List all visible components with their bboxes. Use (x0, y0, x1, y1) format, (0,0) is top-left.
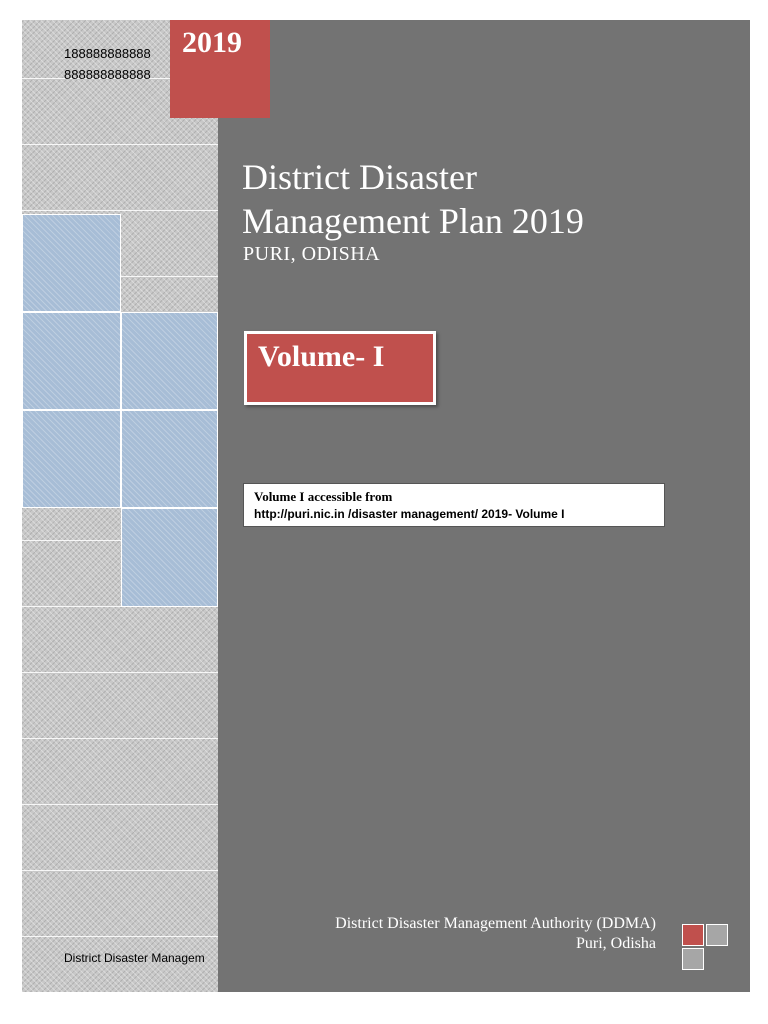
number-lines (64, 43, 172, 85)
authority-name: District Disaster Management Authority (DDMA) (335, 915, 656, 932)
number-line: 888888888888 (64, 67, 151, 82)
volume-label: Volume- I (258, 340, 385, 373)
strip-divider (22, 870, 218, 871)
title-line: Management Plan 2019 (242, 201, 584, 241)
strip-divider (22, 672, 218, 673)
authority-block (256, 914, 656, 954)
title-line: District Disaster (242, 157, 477, 197)
blue-block (22, 312, 121, 410)
strip-divider (22, 804, 218, 805)
logo-square-red (682, 924, 704, 946)
logo-square-gray (682, 948, 704, 970)
blue-block (22, 410, 121, 508)
left-pattern-strip (22, 20, 218, 992)
access-info-url: http://puri.nic.in /disaster management/ 2019- Volume I (254, 507, 565, 521)
authority-place: Puri, Odisha (576, 935, 656, 952)
blue-block (121, 508, 218, 607)
logo-square-gray (706, 924, 728, 946)
number-line: 188888888888 (64, 46, 151, 61)
blue-block (22, 214, 121, 312)
blue-block (121, 410, 218, 508)
strip-divider (22, 210, 218, 211)
strip-divider (22, 738, 218, 739)
footer-text: District Disaster Managem (64, 951, 205, 965)
page-title (242, 155, 742, 243)
location-subtitle: PURI, ODISHA (243, 243, 381, 265)
year-label: 2019 (182, 26, 242, 59)
strip-divider (22, 144, 218, 145)
blue-block (121, 312, 218, 410)
strip-divider (22, 936, 218, 937)
access-info-heading: Volume I accessible from (254, 489, 393, 504)
